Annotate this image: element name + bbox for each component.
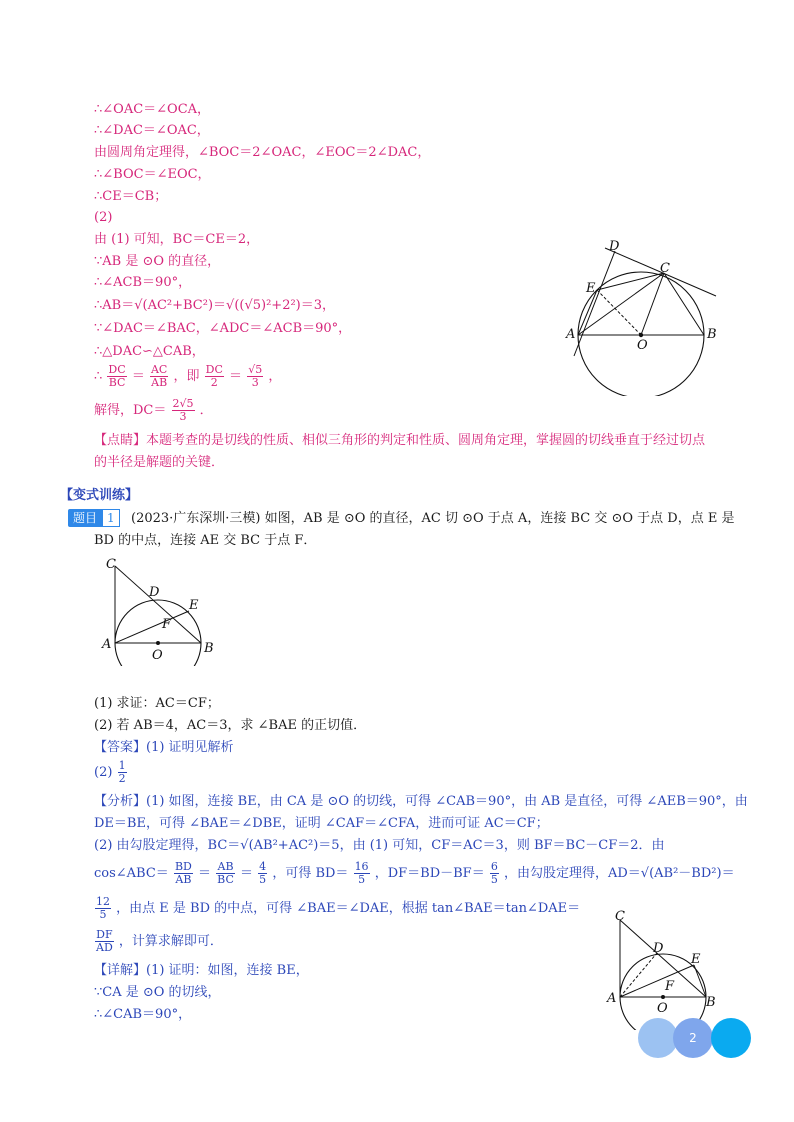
answer-line-2 bbox=[94, 760, 128, 785]
problem-text-line-1: (2023·广东深圳·三模) 如图，AB 是 ⊙O 的直径，AC 切 ⊙O 于点 A，连接 BC 交 ⊙O 于点 D，点 E 是 bbox=[131, 511, 735, 526]
fraction-one-half bbox=[118, 760, 127, 785]
analysis-line-4 bbox=[94, 861, 735, 886]
frac-den: AB bbox=[175, 873, 192, 886]
solution-line-9: ∴∠ACB＝90°， bbox=[94, 275, 192, 290]
fig1-label-d: D bbox=[609, 239, 620, 254]
frac-den: 2 bbox=[210, 376, 218, 389]
fraction-bd-ab bbox=[174, 861, 193, 886]
frac-num: 12 bbox=[96, 895, 110, 908]
fraction-ab-bc bbox=[216, 861, 235, 886]
frac-den: 3 bbox=[179, 410, 187, 423]
frac-num: 1 bbox=[118, 759, 126, 772]
l13-end: ， bbox=[268, 369, 282, 384]
fig1-label-b: B bbox=[707, 327, 717, 342]
solution-line-8: ∵AB 是 ⊙O 的直径， bbox=[94, 254, 221, 269]
problem-badge bbox=[68, 509, 120, 527]
l13-mid: ，即 bbox=[173, 369, 200, 384]
frac-num: 2√5 bbox=[172, 397, 194, 410]
frac-num: DC bbox=[108, 363, 126, 376]
section-title: 【变式训练】 bbox=[60, 488, 139, 503]
frac-num: BD bbox=[174, 860, 192, 873]
fraction-6-5 bbox=[490, 861, 499, 886]
question-2: (2) 若 AB＝4，AC＝3，求 ∠BAE 的正切值． bbox=[94, 718, 367, 733]
frac-den: 2 bbox=[118, 772, 126, 785]
fig2-label-e: E bbox=[189, 598, 199, 613]
frac-num: √5 bbox=[248, 363, 263, 376]
fig1-line-eo bbox=[597, 290, 641, 335]
figure-1-diagram bbox=[560, 236, 730, 396]
analysis-line-6 bbox=[94, 929, 223, 954]
fraction-dc-2 bbox=[205, 364, 224, 389]
solution-line-7: 由 (1) 可知，BC＝CE＝2， bbox=[94, 232, 260, 247]
frac-den: 5 bbox=[490, 873, 498, 886]
frac-den: BC bbox=[217, 873, 234, 886]
fig2-center-dot bbox=[156, 641, 160, 645]
fig1-line-ad bbox=[574, 251, 615, 356]
fig3-label-c: C bbox=[615, 910, 625, 924]
a4-c: ＝ bbox=[240, 866, 254, 881]
a5-text: ，由点 E 是 BD 的中点，可得 ∠BAE＝∠DAE，根据 tan∠BAE＝tan∠DAE＝ bbox=[116, 901, 581, 916]
fig2-label-f: F bbox=[162, 617, 172, 632]
analysis-line-5 bbox=[94, 896, 580, 921]
question-1: (1) 求证：AC＝CF； bbox=[94, 696, 220, 711]
frac-den: BC bbox=[108, 376, 126, 389]
frac-num: DC bbox=[205, 363, 223, 376]
fraction-16-5 bbox=[354, 861, 370, 886]
a4-e: ，DF＝BD－BF＝ bbox=[374, 866, 485, 881]
a4-d: ，可得 BD＝ bbox=[272, 866, 349, 881]
fraction-root5-3 bbox=[247, 364, 263, 389]
frac-den: 5 bbox=[358, 873, 366, 886]
solution-line-14 bbox=[94, 398, 213, 423]
l13-prefix: ∴ bbox=[94, 369, 103, 384]
fig2-line-ae bbox=[115, 611, 189, 643]
page-bubble-left bbox=[638, 1018, 678, 1058]
detail-line-2: ∵CA 是 ⊙O 的切线， bbox=[94, 985, 221, 1000]
solution-line-6: (2) bbox=[94, 210, 113, 225]
l13-eq: ＝ bbox=[131, 369, 145, 384]
figure-3-diagram bbox=[605, 910, 730, 1030]
fig3-label-o: O bbox=[657, 1001, 668, 1016]
solution-line-4: ∴∠BOC＝∠EOC， bbox=[94, 167, 211, 182]
frac-den: AB bbox=[151, 376, 168, 389]
frac-den: 3 bbox=[251, 376, 259, 389]
l13-eq2: ＝ bbox=[229, 369, 243, 384]
solution-line-11: ∵∠DAC＝∠BAC，∠ADC＝∠ACB＝90°， bbox=[94, 321, 352, 336]
fig2-label-d: D bbox=[149, 585, 160, 600]
analysis-line-2: DE＝BE，可得 ∠BAE＝∠DBE，证明 ∠CAF＝∠CFA，进而可证 AC＝CF； bbox=[94, 816, 549, 831]
frac-den: 5 bbox=[99, 908, 107, 921]
problem-number: 1 bbox=[102, 509, 120, 527]
page-bubble-right bbox=[711, 1018, 751, 1058]
frac-den: 5 bbox=[259, 873, 267, 886]
solution-line-3: 由圆周角定理得，∠BOC＝2∠OAC，∠EOC＝2∠DAC， bbox=[94, 145, 431, 160]
analysis-line-3: (2) 由勾股定理得，BC＝√(AB²+AC²)＝5，由 (1) 可知，CF＝AC＝3，则 BF＝BC－CF＝2．由 bbox=[94, 838, 665, 853]
fraction-dc-bc bbox=[107, 364, 126, 389]
fraction-ac-ab bbox=[150, 364, 168, 389]
frac-den: AD bbox=[96, 941, 113, 954]
frac-num: DF bbox=[96, 928, 113, 941]
fig1-line-co bbox=[641, 273, 664, 335]
fig3-label-b: B bbox=[706, 995, 716, 1010]
fig3-label-f: F bbox=[665, 979, 675, 994]
page-number: 2 bbox=[689, 1031, 697, 1045]
fig3-label-e: E bbox=[691, 952, 701, 967]
fig3-label-a: A bbox=[607, 991, 617, 1006]
problem-label: 题目 bbox=[68, 509, 102, 527]
fig2-label-a: A bbox=[102, 637, 112, 652]
detail-line-1: 【详解】(1) 证明：如图，连接 BE， bbox=[94, 963, 309, 978]
fig2-label-b: B bbox=[204, 641, 214, 656]
fig3-label-d: D bbox=[653, 941, 664, 956]
fraction-12-5 bbox=[95, 896, 111, 921]
fraction-dc-result bbox=[172, 398, 195, 423]
a4-f: ，由勾股定理得，AD＝√(AB²－BD²)＝ bbox=[503, 866, 735, 881]
solution-line-10: ∴AB＝√(AC²+BC²)＝√((√5)²+2²)＝3， bbox=[94, 298, 336, 313]
l14-prefix: 解得，DC＝ bbox=[94, 403, 167, 418]
solution-line-2: ∴∠DAC＝∠OAC， bbox=[94, 123, 210, 138]
frac-num: 6 bbox=[490, 860, 498, 873]
frac-num: 16 bbox=[354, 860, 369, 873]
fig2-label-c: C bbox=[106, 557, 116, 572]
frac-num: 4 bbox=[259, 860, 267, 873]
l14-end: ． bbox=[199, 403, 213, 418]
fig1-center-dot bbox=[639, 333, 643, 337]
figure-2-diagram bbox=[100, 556, 230, 666]
fig1-label-c: C bbox=[660, 261, 670, 276]
frac-num: AC bbox=[150, 363, 168, 376]
solution-line-13 bbox=[94, 364, 281, 389]
fig1-label-o: O bbox=[637, 338, 648, 353]
fig1-label-a: A bbox=[566, 327, 576, 342]
a4-b: ＝ bbox=[198, 866, 212, 881]
problem-text-line-2: BD 的中点，连接 AE 交 BC 于点 F． bbox=[94, 533, 317, 548]
comment-line-1: 【点睛】本题考查的是切线的性质、相似三角形的判定和性质、圆周角定理，掌握圆的切线垂直于经过切点 bbox=[94, 433, 706, 448]
fig3-center-dot bbox=[661, 995, 665, 999]
analysis-line-1: 【分析】(1) 如图，连接 BE，由 CA 是 ⊙O 的切线，可得 ∠CAB＝90°，由 AB 是直径，可得 ∠AEB＝90°，由 bbox=[94, 794, 748, 809]
frac-num: AB bbox=[217, 860, 234, 873]
answer-line-1: 【答案】(1) 证明见解析 bbox=[94, 740, 234, 755]
fig2-label-o: O bbox=[152, 648, 163, 663]
fig1-label-e: E bbox=[586, 281, 596, 296]
fraction-df-ad bbox=[95, 929, 114, 954]
detail-line-3: ∴∠CAB＝90°， bbox=[94, 1007, 192, 1022]
a4-a: cos∠ABC＝ bbox=[94, 866, 169, 881]
fraction-4-5 bbox=[258, 861, 267, 886]
fig3-line-ae bbox=[620, 965, 694, 997]
a6-text: ，计算求解即可． bbox=[118, 934, 223, 949]
solution-line-1: ∴∠OAC＝∠OCA， bbox=[94, 102, 211, 117]
answer-2-prefix: (2) bbox=[94, 765, 113, 780]
solution-line-5: ∴CE＝CB； bbox=[94, 189, 168, 204]
solution-line-12: ∴△DAC∽△CAB， bbox=[94, 344, 205, 359]
comment-line-2: 的半径是解题的关键． bbox=[94, 455, 225, 470]
